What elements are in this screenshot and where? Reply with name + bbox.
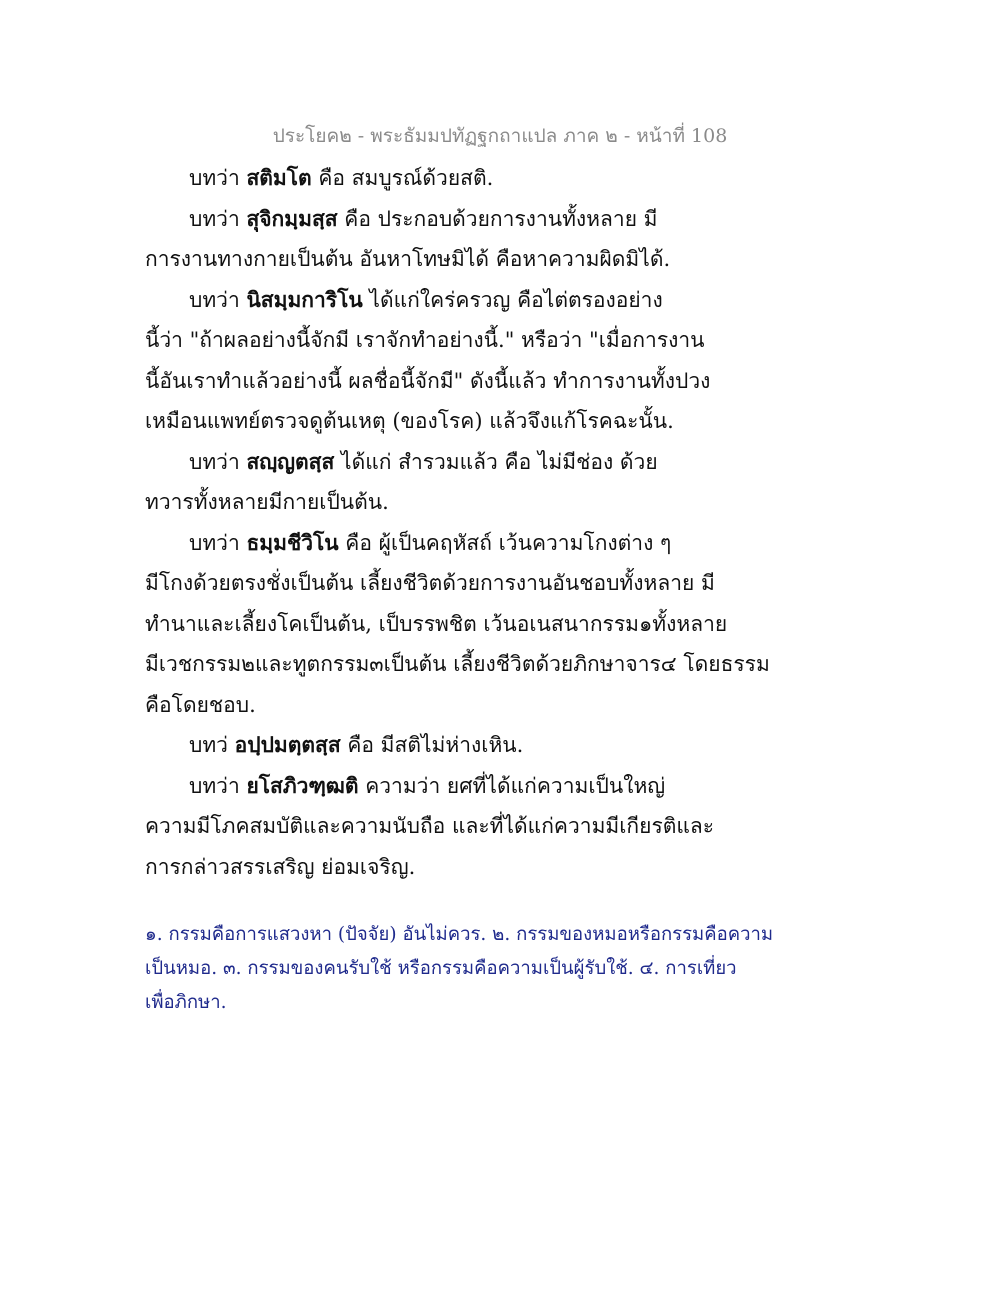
footnote-line: เป็นหมอ. ๓. กรรมของคนรับใช้ หรือกรรมคือความเป็นผู้รับใช้. ๔. การเที่ยว (145, 958, 737, 979)
line-text: คือ มีสติไม่ห่างเหิน. (340, 733, 524, 757)
footnote-line: เพื่อภิกษา. (145, 992, 227, 1013)
paragraph-line (145, 199, 845, 240)
line-text: บทว่า (189, 773, 247, 798)
paragraph-line (145, 158, 845, 199)
paragraph-line: มีโกงด้วยตรงชั่งเป็นต้น เลี้ยงชีวิตด้วยการงานอันชอบทั้งหลาย มี (145, 571, 715, 595)
footnote-line: ๑. กรรมคือการแสวงหา (ปัจจัย) อันไม่ควร. ๒. กรรมของหมอหรือกรรมคือความ (145, 924, 774, 945)
paragraph-line (145, 725, 845, 766)
pali-term: ธมฺมชีวิโน (246, 529, 339, 555)
paragraph-line (145, 766, 845, 807)
pali-term: สญฺญตสฺส (246, 448, 335, 474)
line-text: บทว่า (189, 166, 247, 190)
pali-term: อปฺปมตฺตสฺส (234, 732, 341, 757)
pali-term: สุจิกมฺมสฺส (246, 205, 338, 231)
paragraph-line (145, 280, 845, 321)
paragraph-line: การกล่าวสรรเสริญ ย่อมเจริญ. (145, 854, 416, 879)
body-text (145, 158, 845, 887)
line-text: บทว่า (189, 449, 247, 474)
line-text: บทว่า (189, 530, 247, 555)
paragraph-line: นี้ว่า "ถ้าผลอย่างนี้จักมี เราจักทำอย่างนี้." หรือว่า "เมื่อการงาน (145, 328, 705, 352)
line-text: คือ ประกอบด้วยการงานทั้งหลาย มี (337, 206, 658, 231)
footnotes (145, 918, 845, 1020)
paragraph-line: ทำนาและเลี้ยงโคเป็นต้น, เป็บรรพชิต เว้นอเนสนากรรม๑ทั้งหลาย (145, 611, 728, 636)
pali-term: สติมโต (246, 165, 312, 190)
paragraph-line: การงานทางกายเป็นต้น อันหาโทษมิได้ คือหาความผิดมิได้. (145, 247, 671, 271)
line-text: คือ สมบูรณ์ด้วยสติ. (311, 166, 494, 190)
pali-term: ยโสภิวฑฺฒติ (246, 772, 359, 798)
paragraph-line: นี้อันเราทำแล้วอย่างนี้ ผลชื่อนี้จักมี" ดังนี้แล้ว ทำการงานทั้งปวง (145, 368, 711, 393)
line-text: ได้แก่ใคร่ครวญ คือไต่ตรองอย่าง (362, 287, 663, 312)
paragraph-line: มีเวชกรรม๒และทูตกรรม๓เป็นต้น เลี้ยงชีวิตด้วยภิกษาจาร๔ โดยธรรม (145, 652, 770, 676)
line-text: ความว่า ยศที่ได้แก่ความเป็นใหญ่ (358, 773, 666, 798)
line-text: บทว่า (189, 206, 247, 231)
paragraph-line (145, 442, 845, 483)
paragraph-line: ความมีโภคสมบัติและความนับถือ และที่ได้แก่ความมีเกียรติและ (145, 814, 715, 838)
paragraph-line (145, 523, 845, 564)
line-text: บทว่ (189, 733, 235, 757)
pali-term: นิสมฺมการิโน (246, 286, 363, 312)
line-text: ได้แก่ สำรวมแล้ว คือ ไม่มีช่อง ด้วย (334, 449, 658, 474)
line-text: คือ ผู้เป็นคฤหัสถ์ เว้นความโกงต่าง ๆ (338, 530, 672, 555)
paragraph-line: เหมือนแพทย์ตรวจดูต้นเหตุ (ของโรค) แล้วจึงแก้โรคฉะนั้น. (145, 409, 674, 433)
paragraph-line: ทวารทั้งหลายมีกายเป็นต้น. (145, 490, 389, 514)
line-text: บทว่า (189, 287, 247, 312)
paragraph-line: คือโดยชอบ. (145, 692, 256, 717)
running-header: ประโยค๒ - พระธัมมปทัฏฐกถาแปล ภาค ๒ - หน้าที่ 108 (272, 125, 728, 147)
